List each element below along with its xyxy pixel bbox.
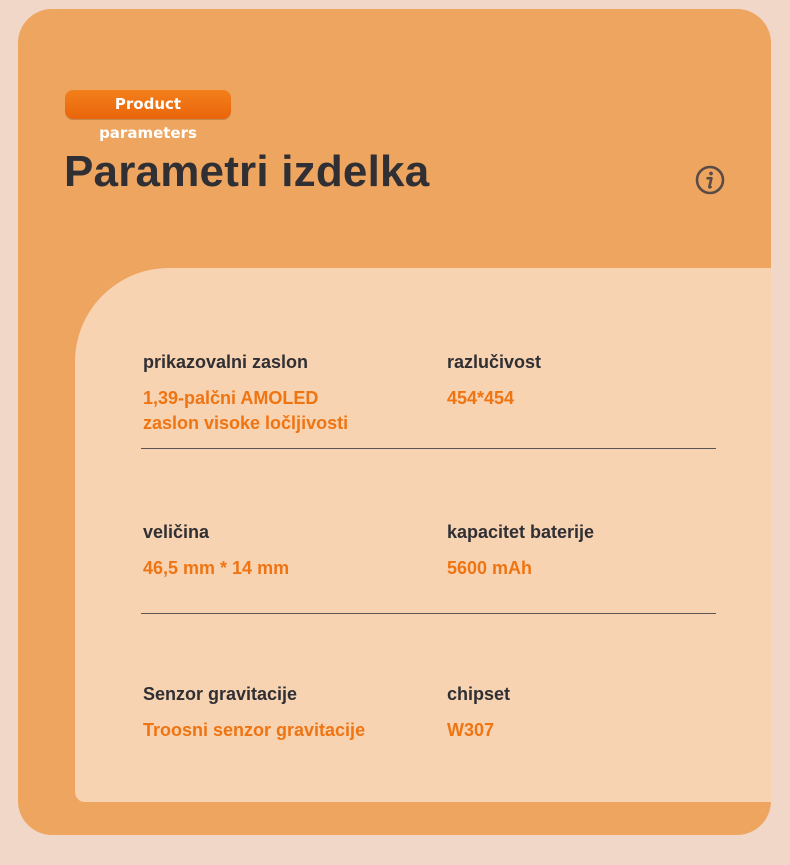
param-label-display: prikazovalni zaslon bbox=[143, 352, 309, 372]
param-label-size: veličina bbox=[143, 522, 210, 542]
param-value-display-line-1: 1,39-palčni AMOLED bbox=[143, 388, 319, 408]
product-parameters-badge: Product parameters bbox=[65, 90, 231, 119]
info-icon[interactable] bbox=[694, 164, 726, 196]
param-label-gravity-sensor: Senzor gravitacije bbox=[143, 684, 298, 704]
param-value-display-line-2: zaslon visoke ločljivosti bbox=[143, 413, 349, 433]
row-divider bbox=[141, 448, 716, 449]
page-title: Parametri izdelka bbox=[64, 147, 430, 196]
param-label-chipset: chipset bbox=[447, 684, 511, 704]
param-label-resolution: razlučivost bbox=[447, 352, 542, 372]
parameters-panel bbox=[75, 268, 771, 802]
row-divider bbox=[141, 613, 716, 614]
param-label-battery: kapacitet baterije bbox=[447, 522, 595, 542]
param-value-size: 46,5 mm * 14 mm bbox=[143, 558, 290, 578]
param-value-battery: 5600 mAh bbox=[447, 558, 533, 578]
param-value-resolution: 454*454 bbox=[447, 388, 515, 408]
param-value-gravity-sensor: Troosni senzor gravitacije bbox=[143, 720, 366, 740]
product-parameters-card bbox=[18, 9, 771, 835]
param-value-chipset: W307 bbox=[447, 720, 495, 740]
